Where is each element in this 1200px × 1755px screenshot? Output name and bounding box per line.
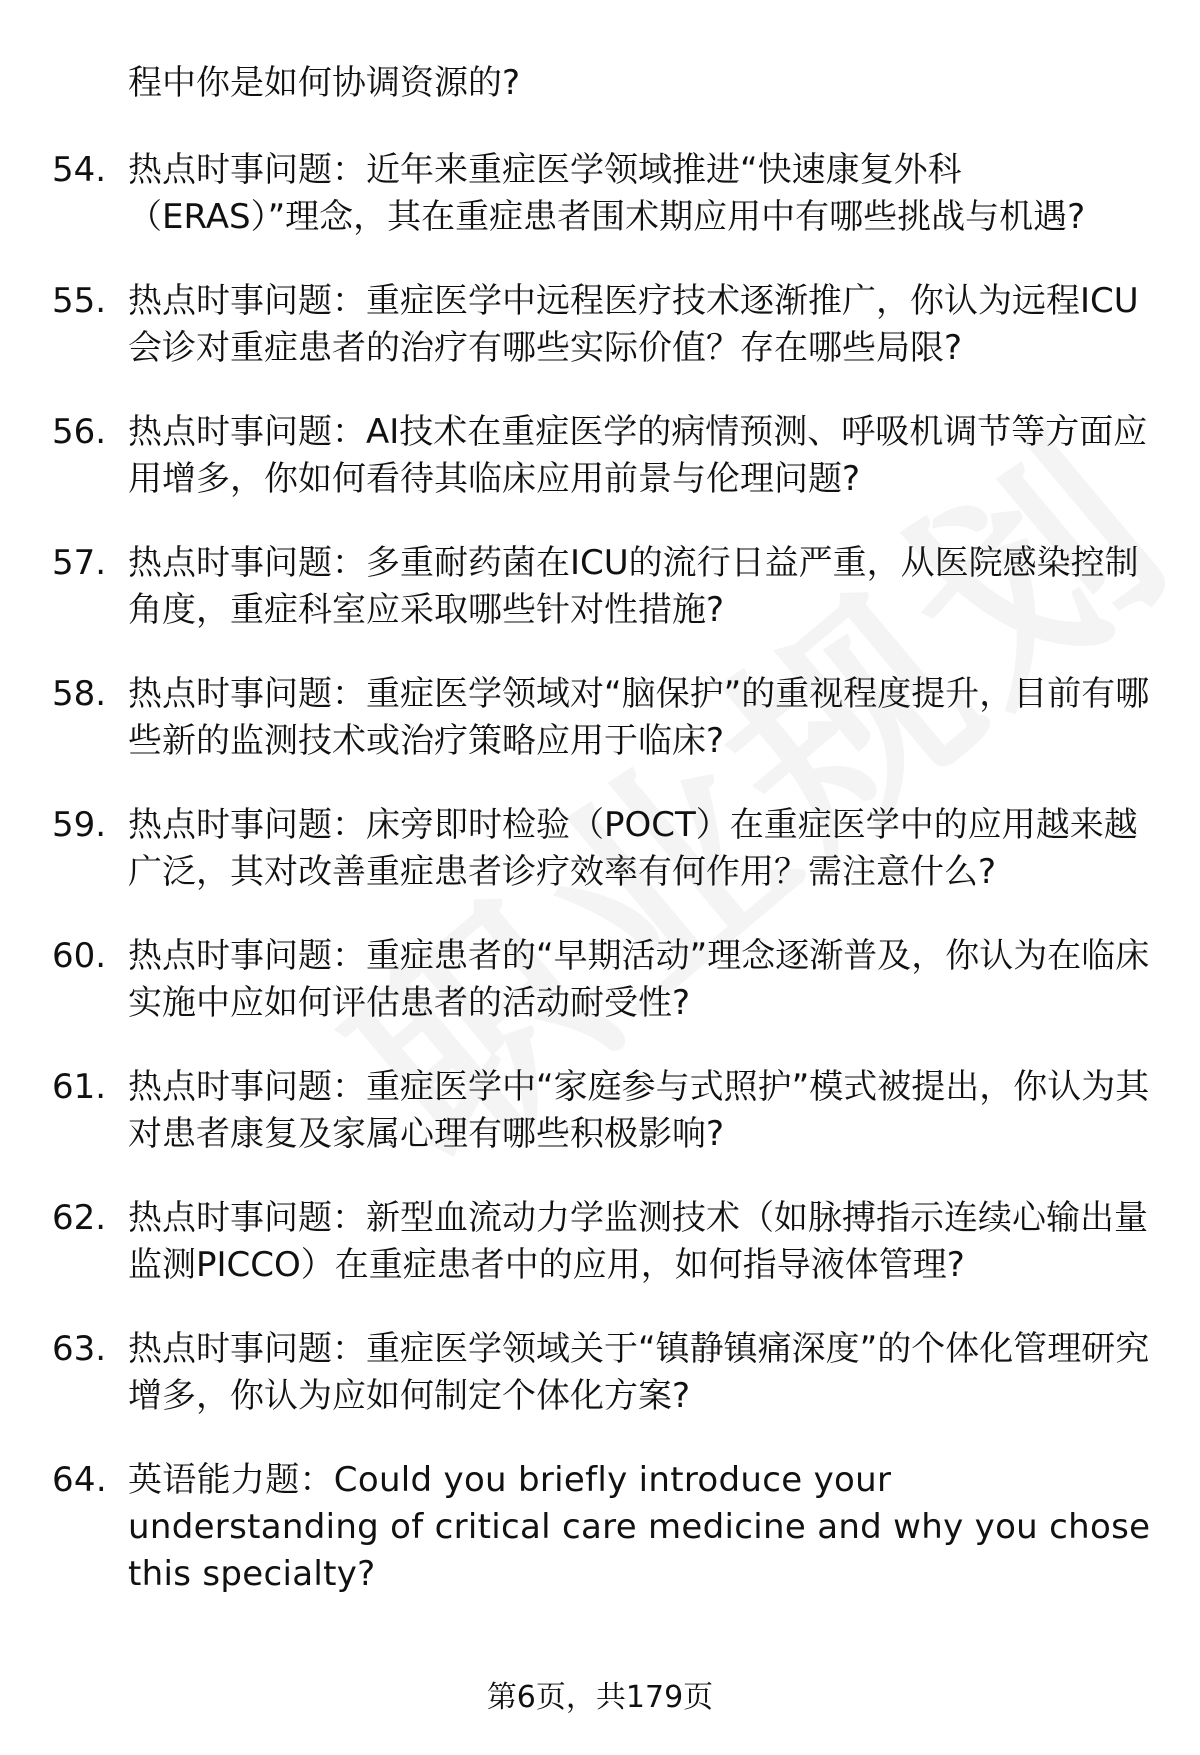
question-item [52,147,1152,241]
question-number: 58. [52,674,107,714]
question-number: 59. [52,805,107,845]
question-number: 57. [52,543,107,583]
question-text: 热点时事问题：多重耐药菌在ICU的流行日益严重，从医院感染控制角度，重症科室应采取哪些针对性措施? [128,543,1139,630]
question-item [52,802,1152,896]
page-footer: 第6页，共179页 [486,1680,714,1715]
question-item [52,1457,1152,1598]
question-number: 60. [52,936,107,976]
question-text: 热点时事问题：重症医学中远程医疗技术逐渐推广，你认为远程ICU会诊对重症患者的治疗有哪些实际价值？存在哪些局限? [128,281,1139,368]
question-item [52,1326,1152,1420]
question-item [52,1064,1152,1158]
question-text: 热点时事问题：重症医学领域对“脑保护”的重视程度提升，目前有哪些新的监测技术或治疗策略应用于临床? [128,674,1150,761]
question-item [52,540,1152,634]
question-text: 热点时事问题：AI技术在重症医学的病情预测、呼吸机调节等方面应用增多，你如何看待其临床应用前景与伦理问题? [128,412,1148,499]
question-number: 62. [52,1198,107,1238]
question-text: 热点时事问题：重症患者的“早期活动”理念逐渐普及，你认为在临床实施中应如何评估患者的活动耐受性? [128,936,1150,1023]
question-item [52,278,1152,372]
question-text: 英语能力题：Could you briefly introduce your understanding of critical care medicine and why you chose this specialty? [128,1460,1151,1594]
question-text: 热点时事问题：重症医学领域关于“镇静镇痛深度”的个体化管理研究增多，你认为应如何制定个体化方案? [128,1329,1150,1416]
question-number: 56. [52,412,107,452]
question-text: 热点时事问题：重症医学中“家庭参与式照护”模式被提出，你认为其对患者康复及家属心理有哪些积极影响? [128,1067,1150,1154]
question-item [52,933,1152,1027]
question-text: 热点时事问题：近年来重症医学领域推进“快速康复外科（ERAS）”理念，其在重症患者围术期应用中有哪些挑战与机遇? [128,150,1086,237]
question-number: 63. [52,1329,107,1369]
question-text: 热点时事问题：床旁即时检验（POCT）在重症医学中的应用越来越广泛，其对改善重症患者诊疗效率有何作用？需注意什么? [128,805,1138,892]
question-number: 61. [52,1067,107,1107]
question-item [52,1195,1152,1289]
question-item [52,409,1152,503]
question-text: 热点时事问题：新型血流动力学监测技术（如脉搏指示连续心输出量监测PICCO）在重症患者中的应用，如何指导液体管理? [128,1198,1148,1285]
question-list [52,60,1152,1635]
question-item [52,671,1152,765]
continuation-text: 程中你是如何协调资源的? [128,63,521,103]
question-number: 64. [52,1460,107,1500]
question-number: 54. [52,150,107,190]
question-number: 55. [52,281,107,321]
